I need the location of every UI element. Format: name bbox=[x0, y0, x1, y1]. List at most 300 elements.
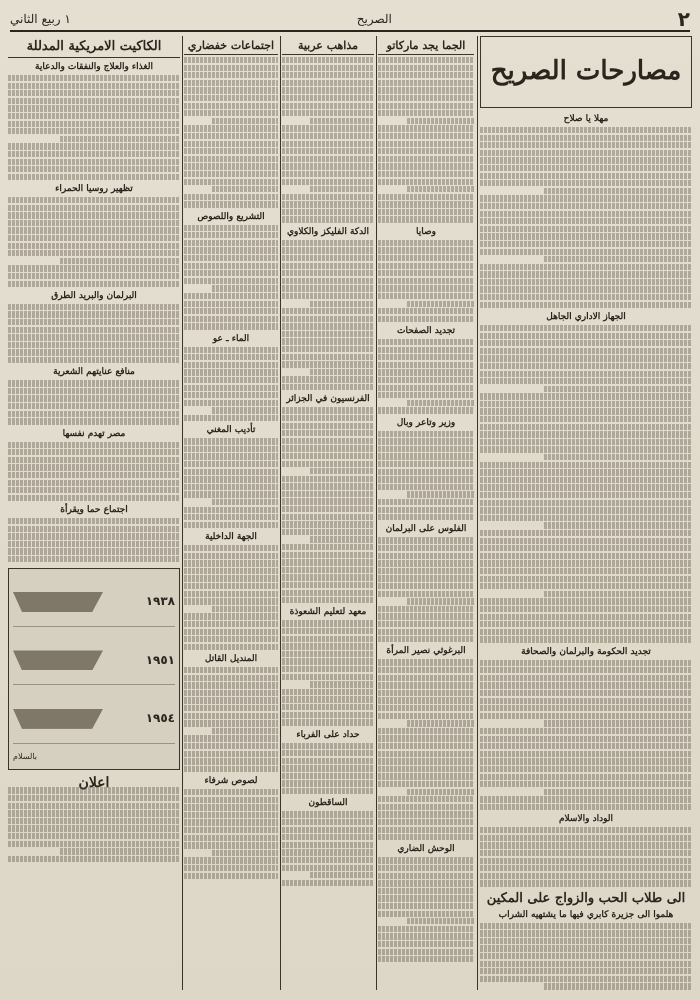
text-line bbox=[480, 682, 692, 688]
text-line bbox=[60, 848, 180, 854]
text-line bbox=[480, 325, 692, 331]
article-heading: الماء ـ عو bbox=[212, 333, 250, 344]
text-line bbox=[184, 613, 278, 619]
article-body bbox=[8, 518, 180, 562]
text-line bbox=[480, 279, 692, 285]
text-line bbox=[8, 487, 180, 493]
article-body bbox=[480, 923, 692, 990]
text-line bbox=[184, 690, 278, 696]
text-line bbox=[184, 179, 278, 185]
text-line bbox=[184, 80, 278, 86]
text-line bbox=[8, 212, 180, 218]
article-heading: منافع عنايتهم الشعرية bbox=[53, 367, 135, 378]
text-line bbox=[282, 559, 374, 565]
text-line bbox=[184, 865, 278, 871]
text-line bbox=[8, 105, 180, 111]
text-line bbox=[480, 401, 692, 407]
text-line bbox=[378, 347, 474, 353]
text-line bbox=[184, 171, 278, 177]
column-3 bbox=[282, 36, 374, 990]
text-line bbox=[378, 713, 474, 719]
text-line bbox=[184, 141, 278, 147]
text-line bbox=[480, 538, 692, 544]
text-line bbox=[282, 87, 374, 93]
text-line bbox=[282, 529, 374, 535]
text-line bbox=[184, 720, 278, 726]
text-line bbox=[282, 620, 374, 626]
text-line bbox=[184, 72, 278, 78]
text-line bbox=[8, 281, 180, 287]
text-line bbox=[282, 865, 374, 871]
article-heading: الجهة الداخلية bbox=[205, 532, 257, 543]
text-line bbox=[378, 667, 474, 673]
text-line bbox=[282, 376, 374, 382]
text-line bbox=[282, 57, 374, 63]
article-heading: وزير وتاعر وبال bbox=[396, 417, 456, 428]
text-line bbox=[407, 491, 474, 497]
text-line bbox=[480, 416, 692, 422]
text-line bbox=[282, 194, 374, 200]
text-line bbox=[378, 431, 474, 437]
text-line bbox=[8, 856, 180, 862]
text-line bbox=[184, 103, 278, 109]
text-line bbox=[282, 415, 374, 421]
text-line bbox=[378, 209, 474, 215]
text-line bbox=[378, 575, 474, 581]
article-body bbox=[378, 537, 474, 642]
text-line bbox=[480, 333, 692, 339]
text-line bbox=[282, 514, 374, 520]
text-line bbox=[378, 278, 474, 284]
article-body bbox=[184, 225, 278, 330]
text-line bbox=[8, 243, 180, 249]
article-body bbox=[282, 57, 374, 223]
article-body bbox=[184, 57, 278, 208]
text-line bbox=[480, 953, 692, 959]
article-heading: وصايا bbox=[416, 226, 436, 237]
text-line bbox=[282, 643, 374, 649]
article-heading: الوحش الضاري bbox=[397, 844, 455, 855]
text-line bbox=[212, 499, 278, 505]
text-line bbox=[282, 263, 374, 269]
text-line bbox=[184, 553, 278, 559]
text-line bbox=[282, 544, 374, 550]
text-line bbox=[480, 363, 692, 369]
text-line bbox=[480, 968, 692, 974]
article-heading: المنديل القاتل bbox=[204, 654, 258, 665]
text-line bbox=[282, 338, 374, 344]
text-line bbox=[282, 476, 374, 482]
text-line bbox=[184, 392, 278, 398]
text-line bbox=[480, 173, 692, 179]
text-line bbox=[378, 697, 474, 703]
text-line bbox=[282, 308, 374, 314]
text-line bbox=[282, 827, 374, 833]
ad-year: ١٩٣٨ bbox=[145, 594, 175, 609]
text-line bbox=[480, 758, 692, 764]
text-line bbox=[378, 743, 474, 749]
text-line bbox=[480, 667, 692, 673]
text-line bbox=[184, 163, 278, 169]
text-line bbox=[184, 583, 278, 589]
text-line bbox=[407, 720, 474, 726]
text-line bbox=[184, 873, 278, 879]
article-heading: الى طلاب الحب والزواج على المكين bbox=[486, 890, 686, 906]
text-line bbox=[480, 743, 692, 749]
text-line bbox=[378, 751, 474, 757]
text-line bbox=[282, 171, 374, 177]
text-line bbox=[282, 216, 374, 222]
article-heading: مصر تهدم نفسها bbox=[62, 428, 126, 439]
text-line bbox=[480, 690, 692, 696]
text-line bbox=[480, 500, 692, 506]
text-line bbox=[282, 201, 374, 207]
article-body bbox=[480, 325, 692, 643]
text-line bbox=[282, 453, 374, 459]
text-line bbox=[184, 766, 278, 772]
column-rule bbox=[182, 36, 183, 990]
text-line bbox=[60, 258, 180, 264]
text-line bbox=[282, 133, 374, 139]
text-line bbox=[378, 377, 474, 383]
text-line bbox=[8, 833, 180, 839]
text-line bbox=[480, 180, 692, 186]
text-line bbox=[378, 956, 474, 962]
text-line bbox=[184, 644, 278, 650]
text-line bbox=[378, 583, 474, 589]
text-line bbox=[282, 95, 374, 101]
ship-icon bbox=[13, 709, 103, 729]
text-line bbox=[282, 498, 374, 504]
column-rule bbox=[280, 36, 281, 990]
text-line bbox=[184, 87, 278, 93]
text-line bbox=[184, 270, 278, 276]
text-line bbox=[378, 591, 474, 597]
text-line bbox=[480, 545, 692, 551]
text-line bbox=[378, 141, 474, 147]
text-line bbox=[480, 621, 692, 627]
article-heading: الفلوس على البرلمان bbox=[385, 524, 467, 535]
text-line bbox=[480, 371, 692, 377]
text-line bbox=[407, 918, 474, 924]
text-line bbox=[8, 518, 180, 524]
text-line bbox=[184, 323, 278, 329]
text-line bbox=[8, 442, 180, 448]
article-body bbox=[184, 667, 278, 772]
text-line bbox=[184, 240, 278, 246]
text-line bbox=[480, 211, 692, 217]
text-line bbox=[480, 796, 692, 802]
text-line bbox=[480, 835, 692, 841]
text-line bbox=[378, 72, 474, 78]
text-line bbox=[480, 462, 692, 468]
text-line bbox=[480, 439, 692, 445]
text-line bbox=[480, 751, 692, 757]
text-line bbox=[378, 758, 474, 764]
ship-icon bbox=[13, 592, 103, 612]
text-line bbox=[480, 431, 692, 437]
text-line bbox=[282, 461, 374, 467]
text-line bbox=[282, 255, 374, 261]
text-line bbox=[378, 133, 474, 139]
ad-ship-row bbox=[13, 695, 175, 744]
article-body bbox=[378, 659, 474, 840]
text-line bbox=[282, 445, 374, 451]
text-line bbox=[8, 311, 180, 317]
text-line bbox=[184, 636, 278, 642]
text-line bbox=[282, 765, 374, 771]
text-line bbox=[378, 148, 474, 154]
text-line bbox=[378, 606, 474, 612]
article-heading: حداد على الفرباء bbox=[296, 729, 360, 740]
text-line bbox=[544, 522, 692, 528]
article-heading: مذاهب عربية bbox=[282, 39, 374, 55]
text-line bbox=[8, 265, 180, 271]
text-line bbox=[378, 179, 474, 185]
text-line bbox=[8, 449, 180, 455]
text-line bbox=[282, 354, 374, 360]
text-line bbox=[8, 151, 180, 157]
text-line bbox=[184, 263, 278, 269]
text-line bbox=[407, 598, 474, 604]
text-line bbox=[282, 811, 374, 817]
text-line bbox=[480, 378, 692, 384]
text-line bbox=[282, 658, 374, 664]
text-line bbox=[480, 873, 692, 879]
text-line bbox=[8, 98, 180, 104]
ship-icon bbox=[13, 650, 103, 670]
text-line bbox=[378, 407, 474, 413]
text-line bbox=[184, 362, 278, 368]
text-line bbox=[184, 560, 278, 566]
text-line bbox=[378, 675, 474, 681]
text-line bbox=[378, 87, 474, 93]
text-line bbox=[480, 492, 692, 498]
text-line bbox=[184, 735, 278, 741]
text-line bbox=[544, 386, 692, 392]
text-line bbox=[480, 576, 692, 582]
text-line bbox=[212, 850, 278, 856]
article-subheading: الغذاء والعلاج والنفقات والدعاية bbox=[35, 62, 153, 72]
text-line bbox=[480, 675, 692, 681]
text-line bbox=[310, 536, 374, 542]
text-line bbox=[378, 621, 474, 627]
article-body bbox=[8, 380, 180, 424]
text-line bbox=[8, 464, 180, 470]
text-line bbox=[480, 728, 692, 734]
text-line bbox=[378, 827, 474, 833]
text-line bbox=[184, 591, 278, 597]
text-line bbox=[184, 156, 278, 162]
text-line bbox=[282, 384, 374, 390]
text-line bbox=[282, 849, 374, 855]
text-line bbox=[378, 285, 474, 291]
text-line bbox=[184, 369, 278, 375]
text-line bbox=[480, 781, 692, 787]
text-line bbox=[378, 247, 474, 253]
text-line bbox=[480, 271, 692, 277]
text-line bbox=[407, 789, 474, 795]
text-line bbox=[480, 507, 692, 513]
text-line bbox=[378, 659, 474, 665]
text-line bbox=[407, 118, 474, 124]
text-line bbox=[8, 90, 180, 96]
text-line bbox=[8, 803, 180, 809]
text-line bbox=[184, 65, 278, 71]
text-line bbox=[184, 453, 278, 459]
text-line bbox=[480, 850, 692, 856]
article-heading: مهلا يا صلاح bbox=[563, 114, 609, 124]
article-body bbox=[282, 811, 374, 886]
text-line bbox=[212, 728, 278, 734]
article-body bbox=[378, 240, 474, 322]
text-line bbox=[8, 235, 180, 241]
text-line bbox=[282, 407, 374, 413]
text-line bbox=[282, 65, 374, 71]
column-5 bbox=[8, 36, 180, 990]
text-line bbox=[184, 446, 278, 452]
column-2 bbox=[378, 36, 474, 990]
text-line bbox=[480, 127, 692, 133]
text-line bbox=[282, 148, 374, 154]
masthead-title: مصارحات الصريح bbox=[480, 36, 692, 108]
text-line bbox=[282, 582, 374, 588]
text-line bbox=[480, 286, 692, 292]
text-line bbox=[310, 681, 374, 687]
text-line bbox=[282, 636, 374, 642]
text-line bbox=[60, 136, 180, 142]
text-line bbox=[480, 515, 692, 521]
text-line bbox=[8, 541, 180, 547]
text-line bbox=[480, 880, 692, 886]
ad-ship-row bbox=[13, 636, 175, 685]
text-line bbox=[8, 841, 180, 847]
text-line bbox=[184, 568, 278, 574]
text-line bbox=[378, 263, 474, 269]
text-line bbox=[8, 380, 180, 386]
article-heading: البرغوثي نصير المرأة bbox=[386, 646, 466, 657]
text-line bbox=[8, 75, 180, 81]
text-line bbox=[282, 247, 374, 253]
text-line bbox=[407, 400, 474, 406]
text-line bbox=[8, 526, 180, 532]
text-line bbox=[282, 552, 374, 558]
text-line bbox=[282, 574, 374, 580]
text-line bbox=[8, 349, 180, 355]
text-line bbox=[184, 347, 278, 353]
text-line bbox=[378, 834, 474, 840]
text-line bbox=[480, 348, 692, 354]
text-line bbox=[378, 926, 474, 932]
column-1 bbox=[480, 36, 692, 990]
text-line bbox=[378, 171, 474, 177]
text-line bbox=[184, 743, 278, 749]
text-line bbox=[282, 773, 374, 779]
text-line bbox=[184, 293, 278, 299]
text-line bbox=[378, 392, 474, 398]
text-line bbox=[310, 872, 374, 878]
text-line bbox=[378, 339, 474, 345]
text-line bbox=[378, 125, 474, 131]
article-heading: تظهير روسيا الحمراء bbox=[55, 184, 133, 195]
text-line bbox=[378, 895, 474, 901]
text-line bbox=[480, 774, 692, 780]
text-line bbox=[282, 689, 374, 695]
text-line bbox=[480, 165, 692, 171]
text-line bbox=[282, 666, 374, 672]
text-line bbox=[378, 461, 474, 467]
text-line bbox=[544, 188, 692, 194]
text-line bbox=[184, 57, 278, 63]
text-line bbox=[480, 553, 692, 559]
text-line bbox=[184, 438, 278, 444]
text-line bbox=[212, 606, 278, 612]
text-line bbox=[480, 150, 692, 156]
text-line bbox=[480, 233, 692, 239]
text-line bbox=[378, 682, 474, 688]
text-line bbox=[378, 553, 474, 559]
text-line bbox=[184, 835, 278, 841]
text-line bbox=[378, 773, 474, 779]
text-line bbox=[8, 227, 180, 233]
text-line bbox=[282, 438, 374, 444]
text-line bbox=[480, 195, 692, 201]
text-line bbox=[378, 362, 474, 368]
article-heading: تجديد الصفحات bbox=[396, 326, 456, 336]
text-line bbox=[480, 842, 692, 848]
text-line bbox=[8, 411, 180, 417]
article-body bbox=[480, 827, 692, 886]
text-line bbox=[212, 407, 278, 413]
text-line bbox=[8, 472, 180, 478]
article-heading: معهد لتعليم الشعوذة bbox=[289, 607, 367, 618]
text-line bbox=[378, 354, 474, 360]
text-line bbox=[378, 545, 474, 551]
article-body bbox=[480, 660, 692, 811]
text-line bbox=[184, 400, 278, 406]
text-line bbox=[378, 103, 474, 109]
text-line bbox=[282, 125, 374, 131]
text-line bbox=[480, 865, 692, 871]
text-line bbox=[282, 704, 374, 710]
text-line bbox=[480, 249, 692, 255]
text-line bbox=[282, 743, 374, 749]
text-line bbox=[378, 57, 474, 63]
text-line bbox=[378, 514, 474, 520]
text-line bbox=[184, 819, 278, 825]
article-body bbox=[8, 75, 180, 180]
text-line bbox=[480, 469, 692, 475]
text-line bbox=[480, 598, 692, 604]
text-line bbox=[378, 163, 474, 169]
text-line bbox=[480, 560, 692, 566]
text-line bbox=[544, 789, 692, 795]
text-line bbox=[282, 361, 374, 367]
text-line bbox=[544, 256, 692, 262]
article-heading: تجديد الحكومة والبرلمان والصحافة bbox=[521, 646, 651, 657]
article-heading: الجهاز الاداري الجاهل bbox=[546, 311, 626, 322]
text-line bbox=[480, 135, 692, 141]
text-line bbox=[480, 804, 692, 810]
text-line bbox=[184, 278, 278, 284]
text-line bbox=[282, 567, 374, 573]
text-line bbox=[282, 323, 374, 329]
text-line bbox=[480, 568, 692, 574]
article-body bbox=[480, 127, 692, 308]
text-line bbox=[480, 218, 692, 224]
text-line bbox=[480, 157, 692, 163]
text-line bbox=[282, 506, 374, 512]
